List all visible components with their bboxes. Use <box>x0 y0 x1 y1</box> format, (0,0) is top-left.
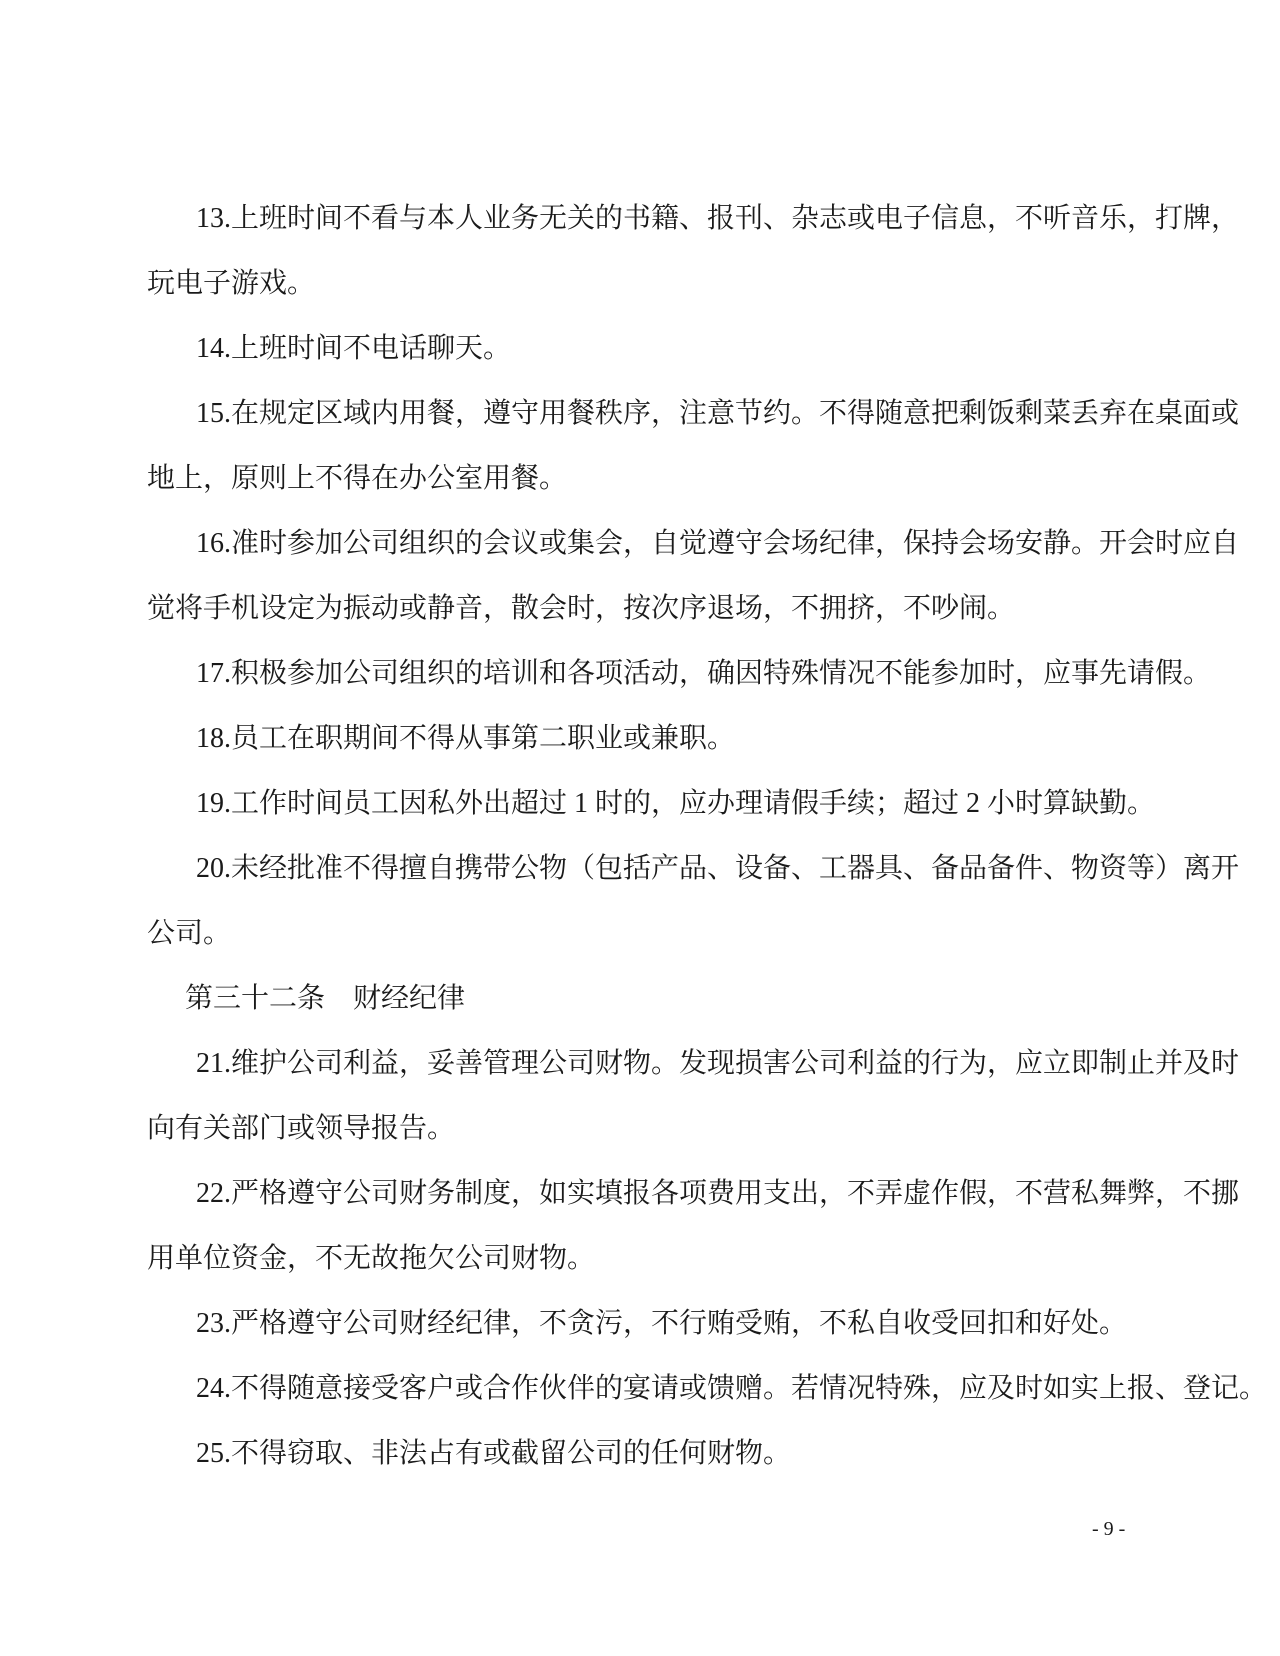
text-line: 13.上班时间不看与本人业务无关的书籍、报刊、杂志或电子信息，不听音乐，打牌， <box>196 203 1240 234</box>
text-line: 18.员工在职期间不得从事第二职业或兼职。 <box>196 723 736 754</box>
text-line: 16.准时参加公司组织的会议或集会，自觉遵守会场纪律，保持会场安静。开会时应自 <box>196 528 1240 559</box>
text-line: 20.未经批准不得擅自携带公物（包括产品、设备、工器具、备品备件、物资等）离开 <box>196 853 1240 884</box>
paragraph <box>147 1291 1127 1356</box>
paragraph <box>147 1031 1240 1161</box>
document-body <box>147 186 1268 1486</box>
text-line: 14.上班时间不电话聊天。 <box>196 333 512 364</box>
paragraph <box>147 641 1212 706</box>
paragraph <box>147 1356 1268 1421</box>
text-line: 公司。 <box>147 918 232 949</box>
text-line: 24.不得随意接受客户或合作伙伴的宴请或馈赠。若情况特殊，应及时如实上报、登记。 <box>196 1373 1268 1404</box>
text-line: 玩电子游戏。 <box>147 268 316 299</box>
text-line: 25.不得窃取、非法占有或截留公司的任何财物。 <box>196 1438 792 1469</box>
text-line: 23.严格遵守公司财经纪律，不贪污，不行贿受贿，不私自收受回扣和好处。 <box>196 1308 1128 1339</box>
text-line: 用单位资金，不无故拖欠公司财物。 <box>147 1243 596 1274</box>
paragraph <box>147 186 1240 316</box>
paragraph <box>147 316 1127 381</box>
paragraph <box>147 511 1240 641</box>
paragraph <box>147 836 1240 966</box>
text-line: 17.积极参加公司组织的培训和各项活动，确因特殊情况不能参加时，应事先请假。 <box>196 658 1212 689</box>
text-line: 22.严格遵守公司财务制度，如实填报各项费用支出，不弄虚作假，不营私舞弊，不挪 <box>196 1178 1240 1209</box>
paragraph <box>147 771 1156 836</box>
section-heading <box>147 966 1127 1031</box>
text-line: 地上，原则上不得在办公室用餐。 <box>147 463 568 494</box>
text-line: 19.工作时间员工因私外出超过 1 时的，应办理请假手续；超过 2 小时算缺勤。 <box>196 788 1156 819</box>
paragraph <box>147 706 1127 771</box>
text-line: 向有关部门或领导报告。 <box>147 1113 456 1144</box>
page-number: - 9 - <box>1092 1518 1126 1540</box>
paragraph <box>147 381 1240 511</box>
text-line: 第三十二条 财经纪律 <box>185 983 466 1014</box>
paragraph <box>147 1161 1240 1291</box>
text-line: 觉将手机设定为振动或静音，散会时，按次序退场，不拥挤，不吵闹。 <box>147 593 1016 624</box>
paragraph <box>147 1421 1127 1486</box>
text-line: 15.在规定区域内用餐，遵守用餐秩序，注意节约。不得随意把剩饭剩菜丢弃在桌面或 <box>196 398 1240 429</box>
text-line: 21.维护公司利益，妥善管理公司财物。发现损害公司利益的行为，应立即制止并及时 <box>196 1048 1240 1079</box>
